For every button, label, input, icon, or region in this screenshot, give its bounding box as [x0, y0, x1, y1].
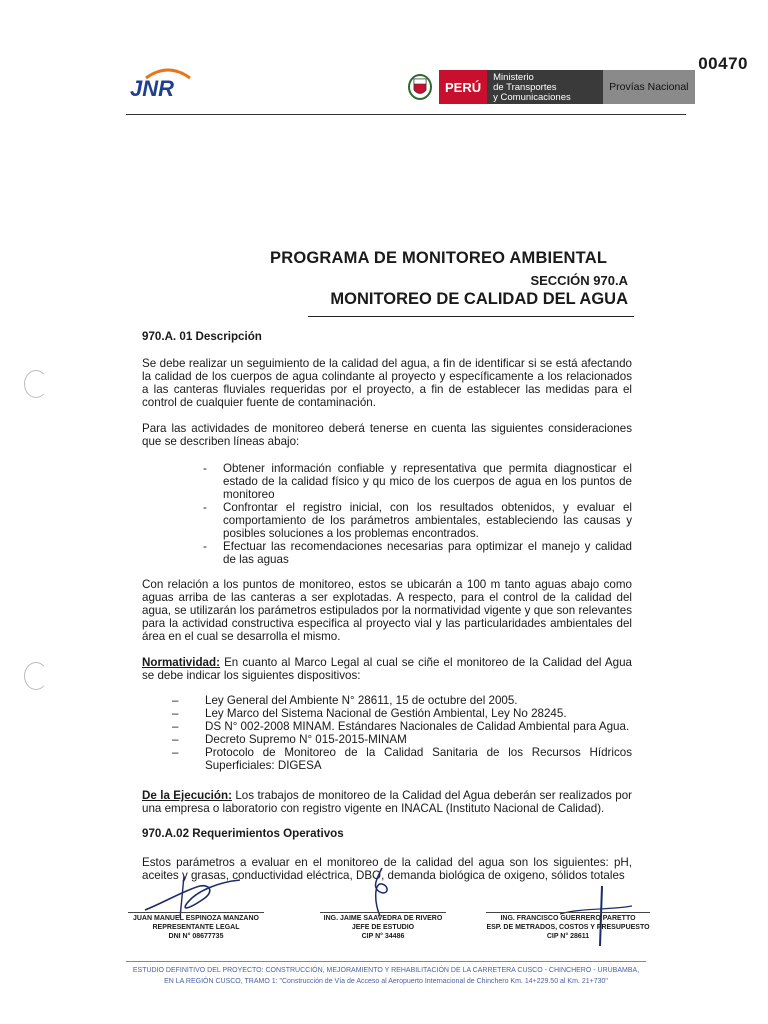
list-item: – Protocolo de Monitoreo de la Calidad Sanitaria de los Recursos Hídricos Superficiales: DIGESA — [172, 746, 632, 772]
ejecucion-text: Los trabajos de monitoreo de la Calidad del Agua deberán ser realizados por una empresa o laboratorio con registro vigente en INACAL (Instituto Nacional de Calidad). — [142, 789, 632, 815]
signatory-name: ING. FRANCISCO GUERRERO PARETTO — [500, 915, 636, 922]
signatory-name: JUAN MANUEL ESPINOZA MANZANO — [132, 915, 259, 922]
ejecucion-label: De la Ejecución: — [142, 789, 232, 802]
list-item: – Ley General del Ambiente N° 28611, 15 de octubre del 2005. — [172, 694, 632, 707]
list-item: – DS N° 002-2008 MINAM. Estándares Nacionales de Calidad Ambiental para Agua. — [172, 720, 632, 733]
program-title: PROGRAMA DE MONITOREO AMBIENTAL — [270, 249, 608, 267]
footer-divider — [126, 961, 646, 962]
jnr-logo-text: JNR — [130, 76, 175, 101]
normatividad-text: En cuanto al Marco Legal al cual se ciñe el monitoreo de la Calidad del Agua se debe indicar los siguientes dispositivos: — [142, 656, 632, 682]
ministry-line: Ministerio — [493, 72, 534, 83]
section-heading: 970.A.02 Requerimientos Operativos — [142, 827, 344, 840]
jnr-logo — [128, 66, 208, 102]
signature-line — [320, 912, 446, 913]
monitoring-points-paragraph: Con relación a los puntos de monitoreo, estos se ubicarán a 100 m tanto aguas abajo como aguas arriba de las canteras a ser explotadas. A respecto, para el control de la calidad del agua, se utilizarán los parámetros estipulados por la normatividad vigente y que son relevantes para la actividad constructiva especifica al proyecto vial y las particularidades ambientales del área en el cual se desarrolla el mismo. — [142, 578, 632, 643]
list-item: - Obtener información confiable y representativa que permita diagnosticar el estado de la calidad físico y qu mico de los cuerpos de agua en los puntos de monitoreo — [203, 462, 632, 501]
punch-hole-mark — [24, 370, 48, 398]
list-item: – Decreto Supremo N° 015-2015-MINAM — [172, 733, 632, 746]
header-divider — [126, 114, 686, 115]
signature-line — [128, 912, 264, 913]
signatory-role: REPRESENTANTE LEGAL — [152, 924, 240, 931]
ministry-header-logo — [405, 70, 695, 104]
signatory-id: CIP N° 28611 — [546, 933, 590, 940]
section-heading: 970.A. 01 Descripción — [142, 330, 262, 343]
section-title: SECCIÓN 970.A — [530, 273, 628, 288]
peru-label: PERÚ — [439, 70, 487, 104]
signatory-role: ESP. DE METRADOS, COSTOS Y PRESUPUESTO — [486, 924, 650, 931]
signature-block — [486, 912, 650, 941]
signatory-id: DNI N° 08677735 — [168, 933, 224, 940]
signatory-role: JEFE DE ESTUDIO — [351, 924, 415, 931]
footer-line: ESTUDIO DEFINITIVO DEL PROYECTO: CONSTRUCCIÓN, MEJORAMIENTO Y REHABILITACIÓN DE LA CARRETERA CUSCO - CHINCHERO - URUBAMBA, — [132, 967, 640, 974]
considerations-intro: Para las actividades de monitoreo deberá tenerse en cuenta las siguientes consideraciones que se describen líneas abajo: — [142, 422, 632, 448]
ministry-name — [487, 70, 603, 104]
subject-title: MONITOREO DE CALIDAD DEL AGUA — [330, 290, 628, 308]
description-paragraph: Se debe realizar un seguimiento de la calidad del agua, a fin de identificar si se está afectando la calidad de los cuerpos de agua colindante al proyecto y específicamente a los relacionados a las canteras fluviales requeridas por el proyecto, a fin de establecer las medidas para el control de cualquier fuente de contaminación. — [142, 357, 632, 409]
normatividad-paragraph — [142, 656, 632, 682]
title-divider — [308, 316, 634, 317]
punch-hole-mark — [24, 662, 48, 690]
normatividad-label: Normatividad: — [142, 656, 220, 669]
footer-line: EN LA REGIÓN CUSCO, TRAMO 1: "Construcción de Vía de Acceso al Aeropuerto Internacional de Chinchero Km. 14+229.50 al Km. 21+730" — [164, 978, 608, 985]
regulations-list — [172, 694, 632, 772]
list-item: – Ley Marco del Sistema Nacional de Gestión Ambiental, Ley No 28245. — [172, 707, 632, 720]
list-item: - Confrontar el registro inicial, con los resultados obtenidos, y evaluar el comportamiento de los parámetros ambientales, estableciendo las causas y posibles soluciones a los problemas encontrados. — [203, 501, 632, 540]
signature-block — [320, 912, 446, 941]
ministry-line: de Transportes — [493, 82, 557, 93]
ejecucion-paragraph — [142, 789, 632, 815]
signatory-id: CIP N° 34486 — [361, 933, 405, 940]
signatory-name: ING. JAIME SAAVEDRA DE RIVERO — [323, 915, 443, 922]
ministry-line: y Comunicaciones — [493, 92, 571, 103]
considerations-list — [203, 462, 632, 566]
signature-block — [128, 912, 264, 941]
signature-line — [486, 912, 650, 913]
list-item: - Efectuar las recomendaciones necesarias para optimizar el manejo y calidad de las aguas — [203, 540, 632, 566]
coat-of-arms-icon — [405, 70, 435, 104]
page-number: 00470 — [698, 54, 748, 73]
operational-requirements-paragraph: Estos parámetros a evaluar en el monitoreo de la calidad del agua son los siguientes: pH, aceites y grasas, conductividad eléctrica, DBO, demanda biológica de oxigeno, sólidos totales — [142, 856, 632, 882]
provias-label: Provías Nacional — [603, 70, 694, 104]
